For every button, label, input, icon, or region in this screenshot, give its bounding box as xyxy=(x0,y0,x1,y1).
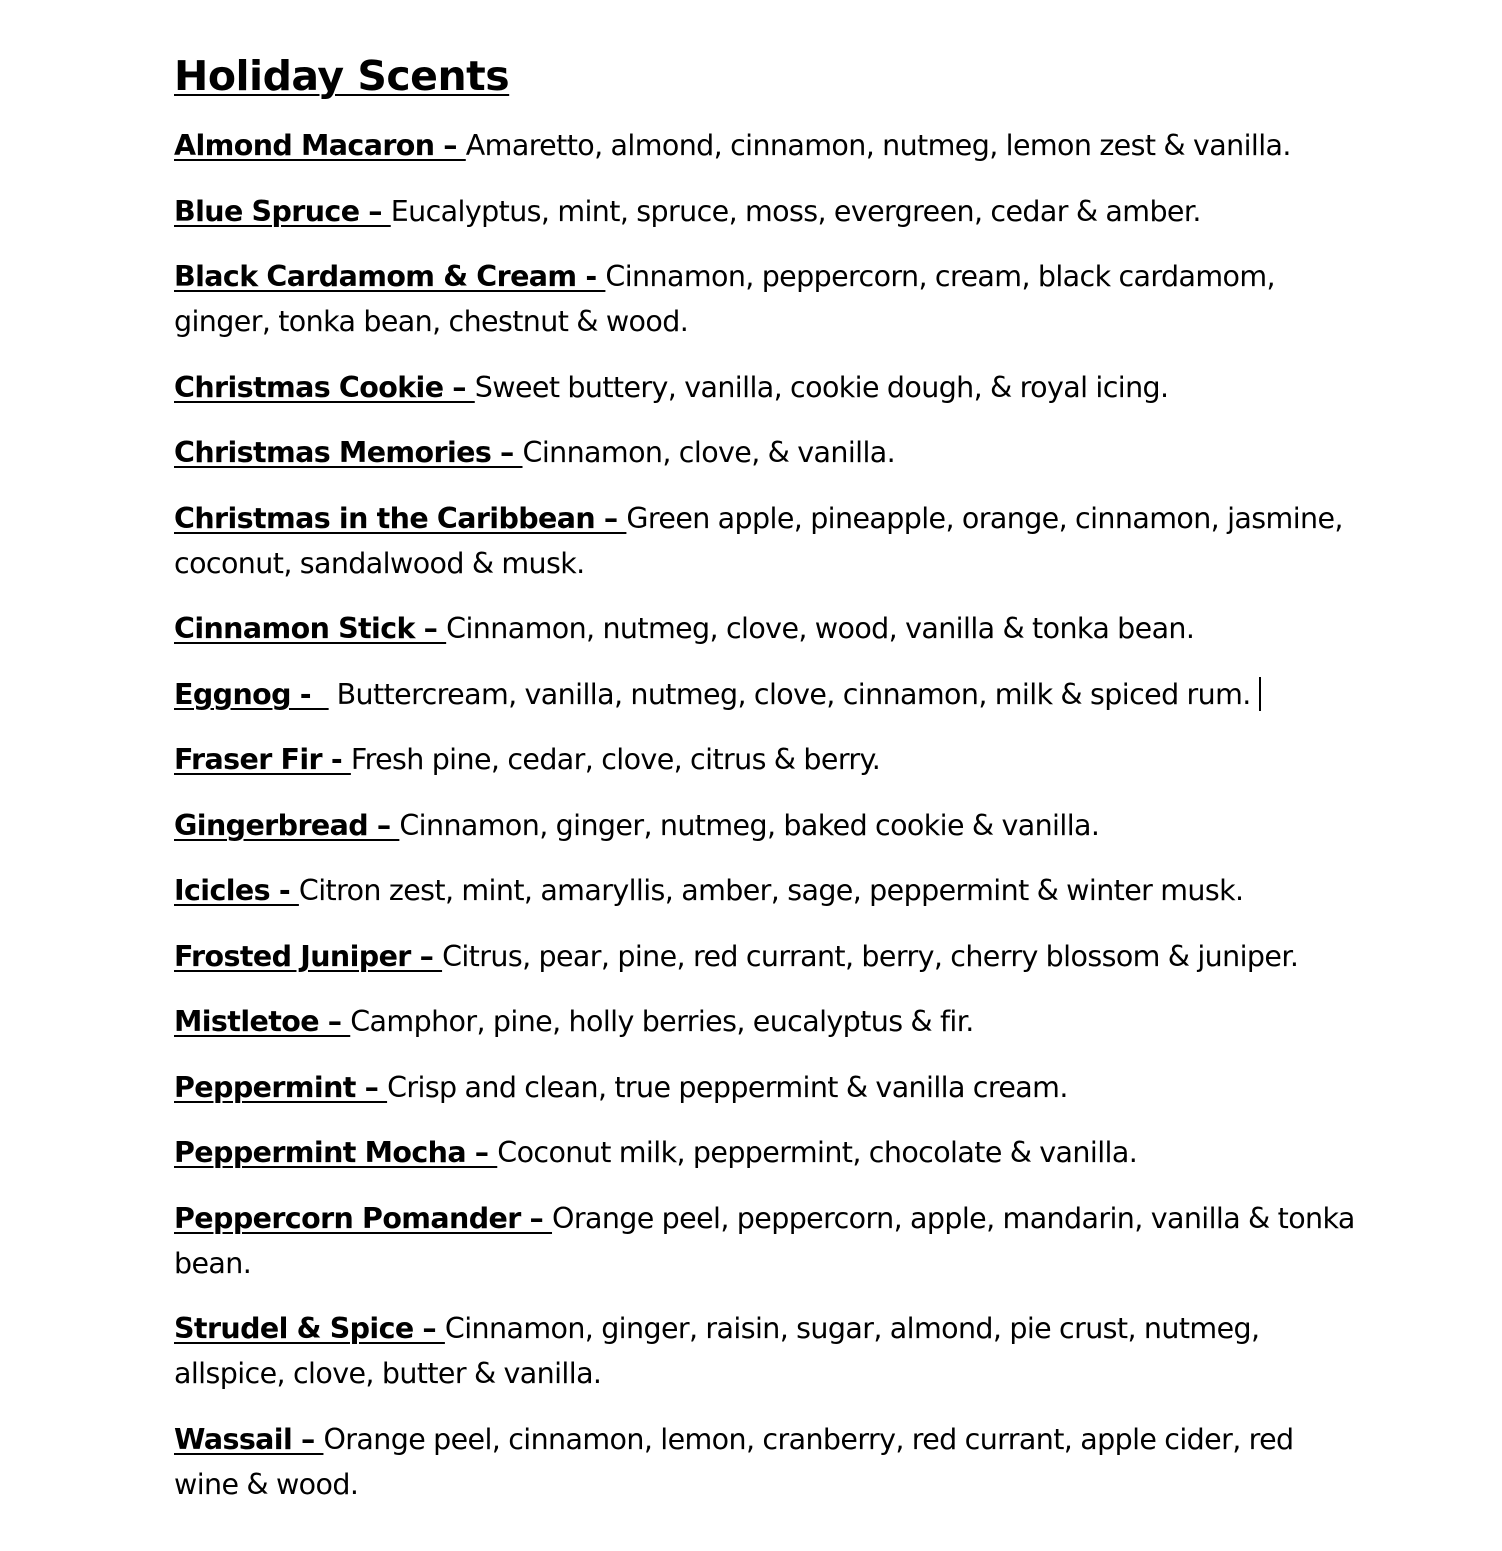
scent-entry-fraser-fir xyxy=(174,737,1364,782)
scent-entry-black-cardamom-cream xyxy=(174,254,1364,344)
scent-description: Amaretto, almond, cinnamon, nutmeg, lemon zest & vanilla. xyxy=(465,129,1291,162)
scent-name: Wassail – xyxy=(174,1422,324,1456)
scent-description: Cinnamon, nutmeg, clove, wood, vanilla & tonka bean. xyxy=(446,612,1195,645)
scent-description: Citron zest, mint, amaryllis, amber, sage, peppermint & winter musk. xyxy=(298,874,1244,907)
scent-name: Gingerbread – xyxy=(174,808,400,842)
scent-name: Eggnog - xyxy=(174,677,329,711)
scent-name: Christmas Cookie – xyxy=(174,370,475,404)
scent-description: Green apple, pineapple, orange, cinnamon, jasmine, coconut, sandalwood & musk. xyxy=(174,501,1343,580)
scent-name: Mistletoe – xyxy=(174,1005,351,1038)
scent-description: Crisp and clean, true peppermint & vanilla cream. xyxy=(387,1070,1068,1104)
scent-entry-peppermint xyxy=(174,1065,1364,1110)
scent-description: Citrus, pear, pine, red currant, berry, cherry blossom & juniper. xyxy=(442,939,1299,973)
scent-name: Strudel & Spice – xyxy=(174,1312,445,1345)
scent-description: Camphor, pine, holly berries, eucalyptus & fir. xyxy=(350,1005,974,1038)
scent-description: Sweet buttery, vanilla, cookie dough, & royal icing. xyxy=(474,370,1169,404)
scent-entry-icicles xyxy=(174,868,1364,913)
scent-name: Cinnamon Stick – xyxy=(174,612,447,645)
scent-name: Black Cardamom & Cream - xyxy=(174,260,606,293)
scent-name: Blue Spruce – xyxy=(174,194,391,228)
text-cursor xyxy=(1259,677,1261,711)
scent-name: Christmas Memories – xyxy=(174,436,523,469)
scent-entry-almond-macaron xyxy=(174,123,1364,168)
scent-entry-christmas-cookie xyxy=(174,365,1364,410)
scent-entry-wassail xyxy=(174,1417,1364,1507)
scent-entry-frosted-juniper xyxy=(174,934,1364,979)
scent-description: Coconut milk, peppermint, chocolate & vanilla. xyxy=(497,1136,1138,1169)
scent-description: Cinnamon, ginger, raisin, sugar, almond, pie crust, nutmeg, allspice, clove, butter & vanilla. xyxy=(174,1312,1260,1390)
scent-entry-christmas-in-the-caribbean xyxy=(174,496,1364,586)
scent-description: Fresh pine, cedar, clove, citrus & berry. xyxy=(350,743,881,776)
scent-entry-gingerbread xyxy=(174,803,1364,848)
scent-name: Peppercorn Pomander – xyxy=(174,1201,553,1235)
scent-description: Cinnamon, clove, & vanilla. xyxy=(522,436,896,469)
scent-description: Buttercream, vanilla, nutmeg, clove, cinnamon, milk & spiced rum. xyxy=(328,677,1251,711)
scent-description: Cinnamon, peppercorn, cream, black cardamom, ginger, tonka bean, chestnut & wood. xyxy=(174,260,1276,338)
scent-name: Almond Macaron – xyxy=(174,129,466,162)
scent-description: Orange peel, peppercorn, apple, mandarin, vanilla & tonka bean. xyxy=(174,1201,1355,1280)
scent-name: Peppermint Mocha – xyxy=(174,1136,498,1169)
scent-description: Cinnamon, ginger, nutmeg, baked cookie & vanilla. xyxy=(399,808,1100,842)
scent-entry-cinnamon-stick xyxy=(174,606,1364,651)
scent-entry-mistletoe xyxy=(174,999,1364,1044)
scent-entry-peppermint-mocha xyxy=(174,1130,1364,1175)
scent-description: Eucalyptus, mint, spruce, moss, evergreen, cedar & amber. xyxy=(390,194,1201,228)
scent-name: Frosted Juniper – xyxy=(174,939,443,973)
scent-entry-strudel-spice xyxy=(174,1306,1364,1396)
scent-entry-eggnog xyxy=(174,672,1364,717)
scent-name: Peppermint – xyxy=(174,1070,388,1104)
scent-entry-peppercorn-pomander xyxy=(174,1196,1364,1286)
scent-name: Christmas in the Caribbean – xyxy=(174,501,627,535)
scent-entry-blue-spruce xyxy=(174,189,1364,234)
scent-name: Fraser Fir - xyxy=(174,743,351,776)
scent-name: Icicles - xyxy=(174,874,299,907)
document-page xyxy=(174,48,1364,1527)
page-title: Holiday Scents xyxy=(174,52,510,100)
scent-entry-christmas-memories xyxy=(174,430,1364,475)
scent-description: Orange peel, cinnamon, lemon, cranberry, red currant, apple cider, red wine & wood. xyxy=(174,1422,1294,1501)
